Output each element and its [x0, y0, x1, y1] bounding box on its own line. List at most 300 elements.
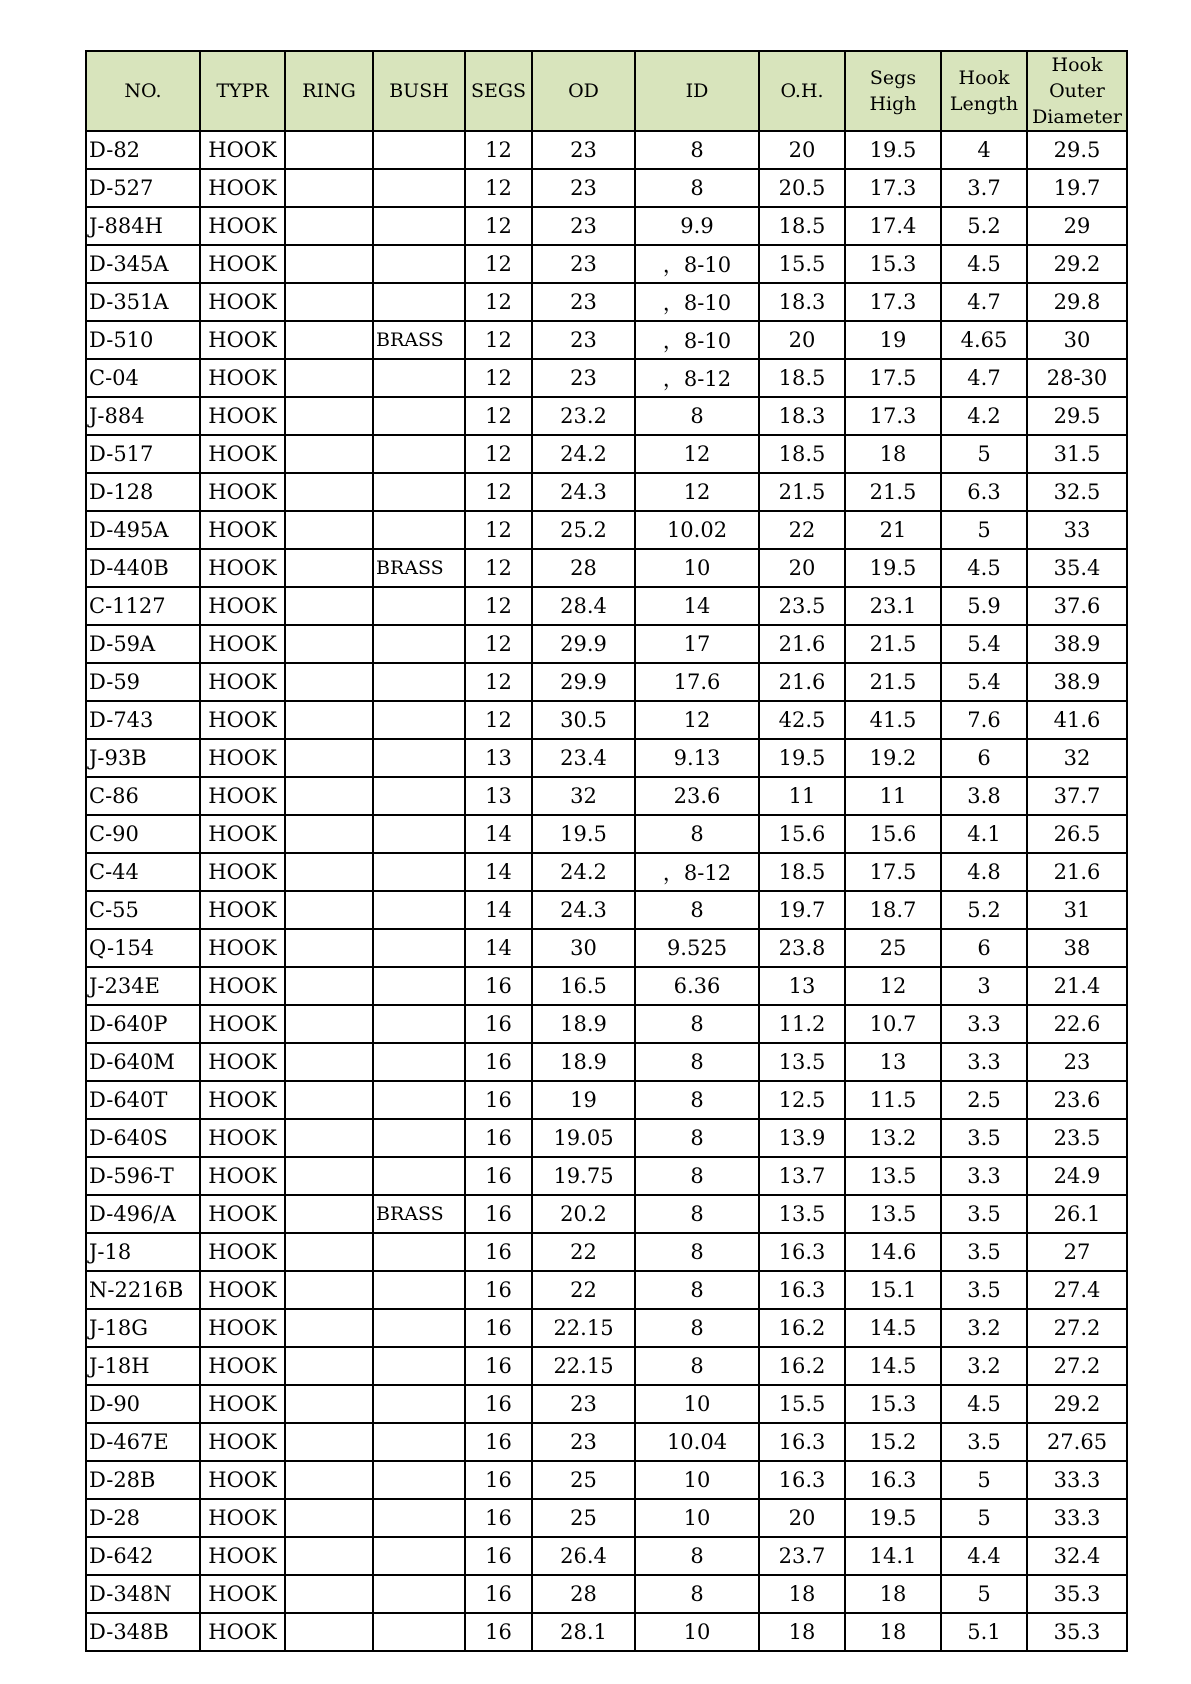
- col-typr-cell: HOOK: [200, 625, 285, 663]
- col-oh-cell: 21.5: [759, 473, 845, 511]
- col-oh-cell: 13.5: [759, 1043, 845, 1081]
- col-hook-outer-diameter-cell: 35.3: [1027, 1575, 1127, 1613]
- col-oh-cell: 16.3: [759, 1423, 845, 1461]
- header-label: RING: [302, 80, 356, 102]
- col-bush-cell: [373, 663, 465, 701]
- col-no-cell: C-86: [86, 777, 200, 815]
- col-typr-cell: HOOK: [200, 1043, 285, 1081]
- col-bush-cell: [373, 473, 465, 511]
- col-segs-cell: 14: [465, 891, 532, 929]
- col-oh-cell: 16.3: [759, 1271, 845, 1309]
- col-od-cell: 18.9: [532, 1005, 635, 1043]
- col-typr-cell: HOOK: [200, 283, 285, 321]
- table-row: [86, 435, 1127, 473]
- header-label: NO.: [124, 80, 162, 102]
- col-segs-high-cell: 23.1: [845, 587, 941, 625]
- col-typr-cell: HOOK: [200, 1537, 285, 1575]
- col-ring-cell: [285, 1537, 373, 1575]
- col-hook-length-cell: 3: [941, 967, 1027, 1005]
- col-od-cell: 19.5: [532, 815, 635, 853]
- col-bush-cell: [373, 587, 465, 625]
- col-id-cell: 8: [635, 1119, 759, 1157]
- col-typr-cell: HOOK: [200, 473, 285, 511]
- col-segs-cell: 16: [465, 1081, 532, 1119]
- col-id-cell: 8: [635, 1575, 759, 1613]
- col-hook-length-cell: 5.4: [941, 625, 1027, 663]
- col-hook-outer-diameter-cell: 31: [1027, 891, 1127, 929]
- table-row: [86, 397, 1127, 435]
- col-bush-cell: [373, 511, 465, 549]
- col-segs-cell: 16: [465, 1499, 532, 1537]
- table-row: [86, 1309, 1127, 1347]
- col-segs-cell: 16: [465, 1195, 532, 1233]
- col-no-cell: D-495A: [86, 511, 200, 549]
- col-no-cell: D-496/A: [86, 1195, 200, 1233]
- col-hook-length-cell: 3.3: [941, 1157, 1027, 1195]
- col-bush-cell: [373, 967, 465, 1005]
- col-ring-cell: [285, 1043, 373, 1081]
- table-body: [86, 131, 1127, 1651]
- header-row: [86, 51, 1127, 131]
- col-hook-outer-diameter-cell: 31.5: [1027, 435, 1127, 473]
- col-oh-cell: 11: [759, 777, 845, 815]
- col-id-cell: 8: [635, 1309, 759, 1347]
- col-id-cell: 10: [635, 1613, 759, 1651]
- col-no-cell: D-348N: [86, 1575, 200, 1613]
- col-bush-cell: [373, 169, 465, 207]
- col-segs-high-cell: 12: [845, 967, 941, 1005]
- col-segs-header: [465, 51, 532, 131]
- col-ring-cell: [285, 967, 373, 1005]
- col-id-cell: 8: [635, 1157, 759, 1195]
- col-oh-cell: 22: [759, 511, 845, 549]
- col-oh-cell: 12.5: [759, 1081, 845, 1119]
- col-segs-cell: 16: [465, 1043, 532, 1081]
- col-id-cell: 12: [635, 435, 759, 473]
- col-segs-high-cell: 16.3: [845, 1461, 941, 1499]
- col-oh-cell: 15.5: [759, 245, 845, 283]
- col-hook-outer-diameter-cell: 23.5: [1027, 1119, 1127, 1157]
- col-hook-length-cell: 6: [941, 739, 1027, 777]
- col-od-cell: 20.2: [532, 1195, 635, 1233]
- col-ring-cell: [285, 891, 373, 929]
- col-segs-high-cell: 18: [845, 1613, 941, 1651]
- col-hook-outer-diameter-cell: 33: [1027, 511, 1127, 549]
- col-od-cell: 25: [532, 1461, 635, 1499]
- col-hook-length-cell: 4.65: [941, 321, 1027, 359]
- col-bush-cell: [373, 359, 465, 397]
- col-segs-high-cell: 11.5: [845, 1081, 941, 1119]
- col-typr-cell: HOOK: [200, 549, 285, 587]
- col-no-cell: J-18: [86, 1233, 200, 1271]
- col-segs-cell: 12: [465, 359, 532, 397]
- col-hook-outer-diameter-cell: 38.9: [1027, 663, 1127, 701]
- col-ring-cell: [285, 511, 373, 549]
- col-typr-cell: HOOK: [200, 435, 285, 473]
- col-id-cell: ，8-10: [635, 321, 759, 359]
- table-row: [86, 283, 1127, 321]
- col-hook-length-cell: 4.2: [941, 397, 1027, 435]
- table-row: [86, 1271, 1127, 1309]
- col-segs-high-cell: 21.5: [845, 473, 941, 511]
- col-hook-outer-diameter-cell: 38.9: [1027, 625, 1127, 663]
- col-od-cell: 23: [532, 1423, 635, 1461]
- col-oh-cell: 13: [759, 967, 845, 1005]
- col-no-cell: J-234E: [86, 967, 200, 1005]
- col-hook-length-cell: 4.8: [941, 853, 1027, 891]
- col-hook-outer-diameter-cell: 32.5: [1027, 473, 1127, 511]
- table-row: [86, 473, 1127, 511]
- col-segs-cell: 16: [465, 1309, 532, 1347]
- col-id-cell: 10.02: [635, 511, 759, 549]
- col-segs-high-cell: 17.3: [845, 283, 941, 321]
- col-oh-cell: 19.5: [759, 739, 845, 777]
- col-oh-cell: 18.3: [759, 397, 845, 435]
- col-no-cell: D-510: [86, 321, 200, 359]
- header-label: Segs: [869, 67, 917, 89]
- col-hook-outer-diameter-cell: 29.2: [1027, 245, 1127, 283]
- col-bush-cell: BRASS: [373, 321, 465, 359]
- col-od-cell: 30.5: [532, 701, 635, 739]
- col-oh-cell: 18.5: [759, 207, 845, 245]
- col-no-cell: C-1127: [86, 587, 200, 625]
- col-od-cell: 26.4: [532, 1537, 635, 1575]
- header-label: OD: [568, 80, 599, 102]
- col-oh-cell: 20: [759, 321, 845, 359]
- col-id-cell: 10: [635, 1499, 759, 1537]
- col-od-cell: 29.9: [532, 625, 635, 663]
- col-oh-cell: 20: [759, 549, 845, 587]
- col-segs-cell: 14: [465, 853, 532, 891]
- col-hook-length-cell: 5: [941, 1499, 1027, 1537]
- col-no-cell: D-517: [86, 435, 200, 473]
- table-row: [86, 1157, 1127, 1195]
- col-ring-cell: [285, 283, 373, 321]
- col-segs-high-cell: 17.5: [845, 359, 941, 397]
- col-od-header: [532, 51, 635, 131]
- table-row: [86, 511, 1127, 549]
- col-segs-high-cell: 15.6: [845, 815, 941, 853]
- col-ring-cell: [285, 587, 373, 625]
- col-typr-cell: HOOK: [200, 207, 285, 245]
- table-row: [86, 1005, 1127, 1043]
- table-row: [86, 625, 1127, 663]
- col-oh-cell: 15.5: [759, 1385, 845, 1423]
- col-od-cell: 30: [532, 929, 635, 967]
- col-no-cell: D-640T: [86, 1081, 200, 1119]
- col-hook-length-cell: 4.7: [941, 283, 1027, 321]
- col-oh-cell: 20: [759, 131, 845, 169]
- col-bush-cell: [373, 131, 465, 169]
- col-bush-cell: [373, 283, 465, 321]
- col-od-cell: 29.9: [532, 663, 635, 701]
- col-hook-length-cell: 5: [941, 1461, 1027, 1499]
- col-ring-cell: [285, 929, 373, 967]
- col-segs-cell: 16: [465, 1613, 532, 1651]
- col-hook-length-cell: 3.5: [941, 1271, 1027, 1309]
- col-id-cell: 10: [635, 549, 759, 587]
- col-no-cell: D-82: [86, 131, 200, 169]
- col-hook-outer-diameter-cell: 23: [1027, 1043, 1127, 1081]
- col-hook-outer-diameter-cell: 21.4: [1027, 967, 1127, 1005]
- col-segs-high-cell: 19: [845, 321, 941, 359]
- col-hook-length-cell: 4: [941, 131, 1027, 169]
- col-hook-outer-diameter-cell: 21.6: [1027, 853, 1127, 891]
- table-row: [86, 891, 1127, 929]
- col-typr-cell: HOOK: [200, 397, 285, 435]
- col-bush-cell: [373, 1119, 465, 1157]
- col-hook-length-cell: 3.3: [941, 1043, 1027, 1081]
- col-typr-cell: HOOK: [200, 1385, 285, 1423]
- col-bush-cell: [373, 1347, 465, 1385]
- col-hook-outer-diameter-cell: 26.1: [1027, 1195, 1127, 1233]
- col-ring-cell: [285, 777, 373, 815]
- col-oh-cell: 18: [759, 1575, 845, 1613]
- col-no-cell: N-2216B: [86, 1271, 200, 1309]
- col-segs-high-cell: 17.3: [845, 397, 941, 435]
- col-oh-cell: 13.5: [759, 1195, 845, 1233]
- col-hook-outer-diameter-cell: 32.4: [1027, 1537, 1127, 1575]
- col-no-cell: C-44: [86, 853, 200, 891]
- col-typr-cell: HOOK: [200, 1195, 285, 1233]
- col-hook-length-cell: 7.6: [941, 701, 1027, 739]
- col-hook-length-cell: 4.5: [941, 245, 1027, 283]
- col-segs-cell: 16: [465, 1385, 532, 1423]
- col-oh-cell: 18.5: [759, 359, 845, 397]
- table-row: [86, 815, 1127, 853]
- table-row: [86, 1613, 1127, 1651]
- col-hook-length-cell: 3.3: [941, 1005, 1027, 1043]
- col-ring-cell: [285, 321, 373, 359]
- col-hook-outer-diameter-cell: 32: [1027, 739, 1127, 777]
- col-oh-cell: 23.5: [759, 587, 845, 625]
- col-ring-cell: [285, 1461, 373, 1499]
- col-segs-high-cell: 15.2: [845, 1423, 941, 1461]
- col-no-cell: D-28: [86, 1499, 200, 1537]
- table-row: [86, 1081, 1127, 1119]
- col-od-cell: 23: [532, 321, 635, 359]
- table-row: [86, 245, 1127, 283]
- col-id-cell: 17.6: [635, 663, 759, 701]
- col-bush-cell: [373, 1157, 465, 1195]
- col-no-cell: J-18H: [86, 1347, 200, 1385]
- col-id-cell: 8: [635, 1195, 759, 1233]
- col-segs-high-cell: 18.7: [845, 891, 941, 929]
- col-od-cell: 23: [532, 245, 635, 283]
- col-segs-cell: 16: [465, 1005, 532, 1043]
- col-no-header: [86, 51, 200, 131]
- col-segs-cell: 12: [465, 435, 532, 473]
- table-row: [86, 359, 1127, 397]
- col-no-cell: D-90: [86, 1385, 200, 1423]
- col-oh-cell: 13.7: [759, 1157, 845, 1195]
- col-id-cell: 8: [635, 1537, 759, 1575]
- col-hook-length-cell: 4.7: [941, 359, 1027, 397]
- col-hook-outer-diameter-cell: 35.3: [1027, 1613, 1127, 1651]
- col-no-cell: D-348B: [86, 1613, 200, 1651]
- col-ring-cell: [285, 739, 373, 777]
- col-typr-cell: HOOK: [200, 359, 285, 397]
- col-id-cell: 23.6: [635, 777, 759, 815]
- col-hook-length-header: [941, 51, 1027, 131]
- col-bush-cell: [373, 1271, 465, 1309]
- spec-table: [85, 50, 1128, 1652]
- col-typr-cell: HOOK: [200, 1423, 285, 1461]
- col-bush-cell: [373, 245, 465, 283]
- col-segs-cell: 16: [465, 1423, 532, 1461]
- col-oh-cell: 16.2: [759, 1309, 845, 1347]
- col-bush-cell: [373, 777, 465, 815]
- col-typr-cell: HOOK: [200, 1233, 285, 1271]
- col-hook-outer-diameter-cell: 28-30: [1027, 359, 1127, 397]
- header-label: Hook: [1051, 54, 1103, 76]
- col-od-cell: 16.5: [532, 967, 635, 1005]
- col-hook-length-cell: 5: [941, 1575, 1027, 1613]
- col-hook-length-cell: 3.5: [941, 1233, 1027, 1271]
- col-hook-outer-diameter-header: [1027, 51, 1127, 131]
- col-typr-cell: HOOK: [200, 1347, 285, 1385]
- col-od-cell: 22: [532, 1233, 635, 1271]
- col-ring-cell: [285, 473, 373, 511]
- col-bush-cell: [373, 815, 465, 853]
- col-no-cell: D-743: [86, 701, 200, 739]
- col-segs-cell: 12: [465, 397, 532, 435]
- col-segs-high-cell: 14.5: [845, 1347, 941, 1385]
- col-ring-cell: [285, 1005, 373, 1043]
- col-oh-cell: 18.5: [759, 853, 845, 891]
- col-id-cell: 9.525: [635, 929, 759, 967]
- col-segs-high-cell: 13.2: [845, 1119, 941, 1157]
- col-segs-cell: 16: [465, 1119, 532, 1157]
- col-segs-high-cell: 21: [845, 511, 941, 549]
- col-id-cell: 8: [635, 1081, 759, 1119]
- col-segs-cell: 12: [465, 283, 532, 321]
- col-typr-cell: HOOK: [200, 1575, 285, 1613]
- col-od-cell: 24.3: [532, 473, 635, 511]
- header-label: Length: [949, 93, 1019, 115]
- table-row: [86, 853, 1127, 891]
- col-id-cell: ，8-10: [635, 283, 759, 321]
- col-bush-cell: [373, 1233, 465, 1271]
- col-no-cell: J-18G: [86, 1309, 200, 1347]
- col-id-cell: 8: [635, 1043, 759, 1081]
- table-row: [86, 1347, 1127, 1385]
- header-label: Diameter: [1032, 106, 1122, 128]
- col-ring-cell: [285, 359, 373, 397]
- col-id-cell: ，8-12: [635, 853, 759, 891]
- col-od-cell: 28: [532, 1575, 635, 1613]
- col-typr-cell: HOOK: [200, 967, 285, 1005]
- col-ring-cell: [285, 1385, 373, 1423]
- col-oh-cell: 11.2: [759, 1005, 845, 1043]
- col-segs-cell: 16: [465, 1233, 532, 1271]
- table-row: [86, 1575, 1127, 1613]
- col-ring-cell: [285, 1347, 373, 1385]
- col-oh-cell: 18: [759, 1613, 845, 1651]
- table-row: [86, 929, 1127, 967]
- col-hook-outer-diameter-cell: 22.6: [1027, 1005, 1127, 1043]
- header-label: ID: [685, 80, 709, 102]
- col-hook-length-cell: 4.5: [941, 549, 1027, 587]
- col-segs-high-cell: 11: [845, 777, 941, 815]
- col-no-cell: Q-154: [86, 929, 200, 967]
- col-hook-outer-diameter-cell: 29.8: [1027, 283, 1127, 321]
- col-id-cell: 8: [635, 815, 759, 853]
- col-ring-cell: [285, 1423, 373, 1461]
- col-segs-cell: 16: [465, 1461, 532, 1499]
- col-od-cell: 22.15: [532, 1309, 635, 1347]
- col-bush-cell: [373, 625, 465, 663]
- col-id-cell: 12: [635, 473, 759, 511]
- col-segs-high-header: [845, 51, 941, 131]
- col-id-cell: 10: [635, 1385, 759, 1423]
- col-id-cell: 8: [635, 131, 759, 169]
- col-hook-outer-diameter-cell: 27.2: [1027, 1347, 1127, 1385]
- table-row: [86, 1499, 1127, 1537]
- col-segs-high-cell: 14.5: [845, 1309, 941, 1347]
- col-od-cell: 23: [532, 131, 635, 169]
- header-label: Outer: [1049, 80, 1105, 102]
- col-segs-high-cell: 25: [845, 929, 941, 967]
- col-id-cell: 10: [635, 1461, 759, 1499]
- col-segs-high-cell: 21.5: [845, 625, 941, 663]
- col-segs-high-cell: 18: [845, 435, 941, 473]
- col-bush-header: [373, 51, 465, 131]
- table-row: [86, 1461, 1127, 1499]
- col-hook-outer-diameter-cell: 29.2: [1027, 1385, 1127, 1423]
- col-id-cell: 8: [635, 169, 759, 207]
- col-oh-cell: 23.7: [759, 1537, 845, 1575]
- col-segs-cell: 16: [465, 967, 532, 1005]
- col-id-cell: 8: [635, 1233, 759, 1271]
- col-no-cell: D-467E: [86, 1423, 200, 1461]
- col-typr-header: [200, 51, 285, 131]
- col-no-cell: D-28B: [86, 1461, 200, 1499]
- col-no-cell: D-59A: [86, 625, 200, 663]
- col-bush-cell: [373, 929, 465, 967]
- col-segs-high-cell: 13.5: [845, 1157, 941, 1195]
- header-label: High: [869, 93, 917, 115]
- col-no-cell: D-596-T: [86, 1157, 200, 1195]
- col-bush-cell: BRASS: [373, 549, 465, 587]
- col-typr-cell: HOOK: [200, 1005, 285, 1043]
- col-id-cell: 17: [635, 625, 759, 663]
- header-label: O.H.: [780, 80, 824, 102]
- col-bush-cell: [373, 1461, 465, 1499]
- col-oh-cell: 18.5: [759, 435, 845, 473]
- col-od-cell: 32: [532, 777, 635, 815]
- table-row: [86, 1537, 1127, 1575]
- col-hook-length-cell: 3.5: [941, 1195, 1027, 1233]
- col-no-cell: D-640S: [86, 1119, 200, 1157]
- col-typr-cell: HOOK: [200, 815, 285, 853]
- col-ring-cell: [285, 1309, 373, 1347]
- col-id-header: [635, 51, 759, 131]
- col-segs-high-cell: 17.5: [845, 853, 941, 891]
- col-no-cell: C-55: [86, 891, 200, 929]
- col-ring-cell: [285, 701, 373, 739]
- col-ring-cell: [285, 1195, 373, 1233]
- col-ring-cell: [285, 625, 373, 663]
- col-ring-cell: [285, 245, 373, 283]
- col-ring-cell: [285, 1575, 373, 1613]
- col-bush-cell: [373, 1613, 465, 1651]
- col-ring-cell: [285, 131, 373, 169]
- col-od-cell: 24.3: [532, 891, 635, 929]
- col-hook-length-cell: 5.9: [941, 587, 1027, 625]
- col-no-cell: J-884H: [86, 207, 200, 245]
- table-row: [86, 967, 1127, 1005]
